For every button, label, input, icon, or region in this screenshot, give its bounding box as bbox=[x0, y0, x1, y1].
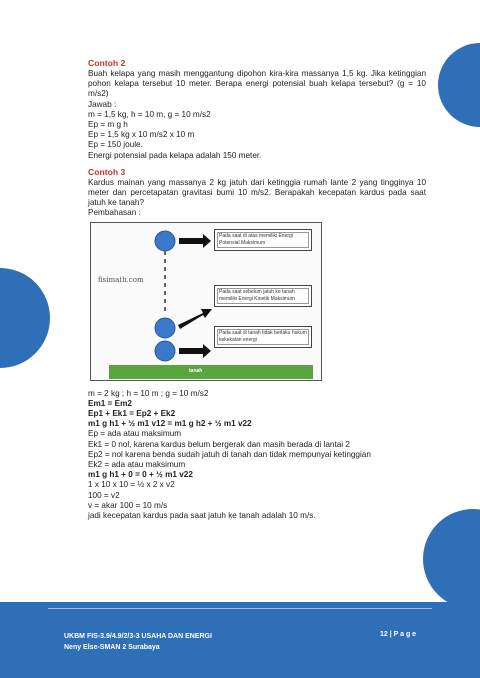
footer-author: Neny Else-SMAN 2 Surabaya bbox=[64, 644, 160, 651]
example-3-heading: Contoh 3 bbox=[88, 166, 126, 177]
footer-module-title: UKBM FIS-3.9/4.9/2/3-3 USAHA DAN ENERGI bbox=[64, 633, 212, 640]
page-footer bbox=[0, 602, 480, 678]
example-2-answer-line: Ep = m g h bbox=[88, 120, 128, 130]
solution-line: m1 g h1 + 0 = 0 + ½ m1 v22 bbox=[88, 470, 193, 480]
decorative-circle-top-right bbox=[438, 43, 480, 127]
figure-watermark: fisimath.com bbox=[98, 275, 144, 284]
pembahasan-label: Pembahasan : bbox=[88, 208, 141, 218]
arrow-diagonal-icon bbox=[178, 309, 212, 329]
ball-bottom bbox=[155, 341, 175, 361]
solution-line: Ek2 = ada atau maksimum bbox=[88, 460, 186, 470]
example-2-answer-line: Ep = 150 joule. bbox=[88, 140, 143, 150]
solution-line: Ep2 = nol karena benda sudah jatuh di tanah dan tidak mempunyai ketinggian bbox=[88, 449, 371, 459]
example-2-answer-line: Energi potensial pada kelapa adalah 150 meter. bbox=[88, 150, 262, 160]
solution-line: m = 2 kg ; h = 10 m ; g = 10 m/s2 bbox=[88, 388, 209, 398]
decorative-circle-left bbox=[0, 268, 50, 368]
example-2-answer-line: Jawab : bbox=[88, 99, 117, 109]
figure-label-potential: Pada saat di atas memiliki Energi Potensial Maksimum bbox=[214, 229, 312, 251]
figure-label-kinetic: Pada saat sebelum jatuh ke tanah memiliki Energi Kinetik Maksimum bbox=[214, 285, 312, 307]
solution-line: 100 = v2 bbox=[88, 490, 120, 500]
conclusion-line: jadi kecepatan kardus pada saat jatuh ke tanah adalah 10 m/s. bbox=[88, 511, 316, 521]
example-2-heading: Contoh 2 bbox=[88, 58, 126, 68]
solution-line: Ep1 + Ek1 = Ep2 + Ek2 bbox=[88, 409, 176, 419]
ground-label: tanah bbox=[189, 367, 203, 374]
example-3-question: Kardus mainan yang massanya 2 kg jatuh dari ketinggia rumah lante 2 yang tingginya 10 meter dan percetapatan gravitasi bumi 10 m/s2. Berapakah kecepatan kardus pada saat jatuh ke tanah? bbox=[88, 177, 426, 208]
arrow-right-icon bbox=[179, 344, 211, 358]
arrow-right-icon bbox=[179, 234, 211, 248]
ball-top bbox=[155, 231, 175, 251]
example-2-answer-line: Ep = 1,5 kg x 10 m/s2 x 10 m bbox=[88, 130, 195, 140]
example-2-question: Buah kelapa yang masih menggantung dipohon kira-kira massanya 1,5 kg. Jika ketinggian pohon kelapa tersebut 10 meter. Berapa energi potensial buah kelapa tersebut? (g = 10 m/s2) bbox=[88, 69, 426, 99]
page-content bbox=[88, 58, 426, 521]
solution-line: Em1 = Em2 bbox=[88, 398, 132, 408]
solution-line: Ep = ada atau maksimum bbox=[88, 429, 182, 439]
solution-line: m1 g h1 + ½ m1 v12 = m1 g h2 + ½ m1 v22 bbox=[88, 419, 252, 429]
example-2-answer-line: m = 1,5 kg, h = 10 m, g = 10 m/s2 bbox=[88, 109, 211, 119]
falling-box-figure bbox=[90, 222, 322, 381]
ground-bar bbox=[109, 365, 313, 379]
decorative-circle-bottom-right bbox=[423, 509, 480, 609]
footer-divider bbox=[48, 608, 432, 609]
ball-middle bbox=[155, 318, 175, 338]
solution-line: v = akar 100 = 10 m/s bbox=[88, 500, 168, 510]
solution-line: Ek1 = 0 nol, karena kardus belum bergerak dan masih berada di lantai 2 bbox=[88, 439, 350, 449]
figure-label-ground: Pada saat di tanah tidak berlaku hukum kekekalan energi bbox=[214, 326, 312, 348]
solution-line: 1 x 10 x 10 = ½ x 2 x v2 bbox=[88, 480, 175, 490]
page-number: 12 | P a g e bbox=[380, 631, 417, 638]
